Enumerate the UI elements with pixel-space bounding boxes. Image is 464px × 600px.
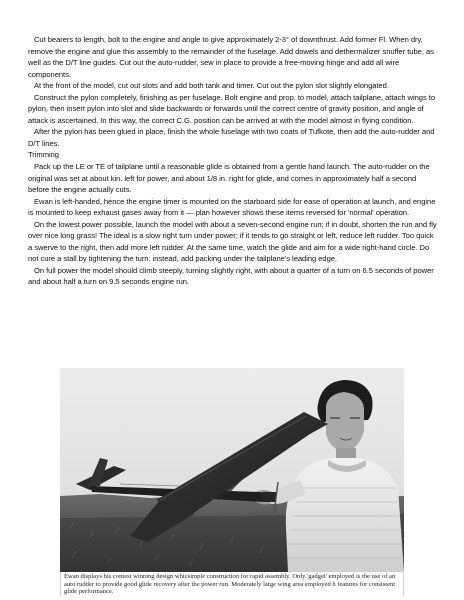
paragraph: Pack up the LE or TE of tailplane until a reasonable glide is obtained from a gentle hand launch. The auto-rudder on the original was set at about kin. left for power, and about 1/8 in. right for glide, and comes in approximately half a second before the engine actually cuts. (28, 162, 430, 195)
paragraph: Construct the pylon completely, finishing as per fuselage. Bolt engine and prop. to model, attach tailplane, attach wings to pylon, then insert pylon into slot and slide backwards or forwards until the correct centre of gravity position, and angle of attack is ascertained. In this way, the correct C.G. position can be arrived at with the model almost in flying condition. (28, 92, 436, 125)
paragraph: At the front of the model, cut out slots and add both tank and timer. Cut out the pylon slot slightly elongated. (34, 81, 389, 91)
paragraph: Cut bearers to length, bolt to the engine and angle to give approximately 2-3° of downthrust. Add former Fl. When dry, remove the engine and glue this assembly to the remainder of the fuselage. Add dowels and dethermalizer snuffer tube, as well as the D/T line guides. Cut out the auto-rudder, sew in place to provide a free-moving hinge and add all wire components. (28, 35, 434, 79)
engine (262, 492, 276, 502)
article-text (28, 34, 438, 288)
paragraph: On the lowest power possible, launch the model with about a seven-second engine run; if in doubt, shorten the run and fly over nice long grass! The ideal is a slow right turn under power; if it tends to go straight or left, reduce left rudder. Too quick a swerve to the right, then add more left rudder. At the same time, watch the glide and aim for a wide right-hand circle. Do not cure a stall by tightening the turn: instead, add packing under the tailplane's leading edge. (28, 219, 437, 264)
paragraph: On full power the model should climb steeply, turning slightly right, with about a quarter of a turn on 6.5 seconds of power and about half a turn on 9.5 seconds engine run. (28, 265, 434, 287)
model-airplane-photo (60, 368, 404, 572)
paragraph: After the pylon has been glued in place, finish the whole fuselage with two coats of Tufkote, then add the auto-rudder and D/T lines. (28, 127, 435, 148)
section-heading: Trimming (28, 150, 59, 160)
photo-illustration (60, 368, 404, 572)
paragraph: Ewan is left-handed, hence the engine timer is mounted on the starboard side for ease of operation at launch, and engine is mounted to keep exhaust gases away from it — plan however shows these items reversed for 'normal' operation. (28, 196, 436, 218)
photo-caption: Ewan displays his contest winning design whicsimple construction for rapid assembly. Only 'gadget' employed is the use of an auto rudder to provide good glide recovery after the power run. Moderately large wing area employed h features for consistent glide performance. (60, 572, 404, 596)
